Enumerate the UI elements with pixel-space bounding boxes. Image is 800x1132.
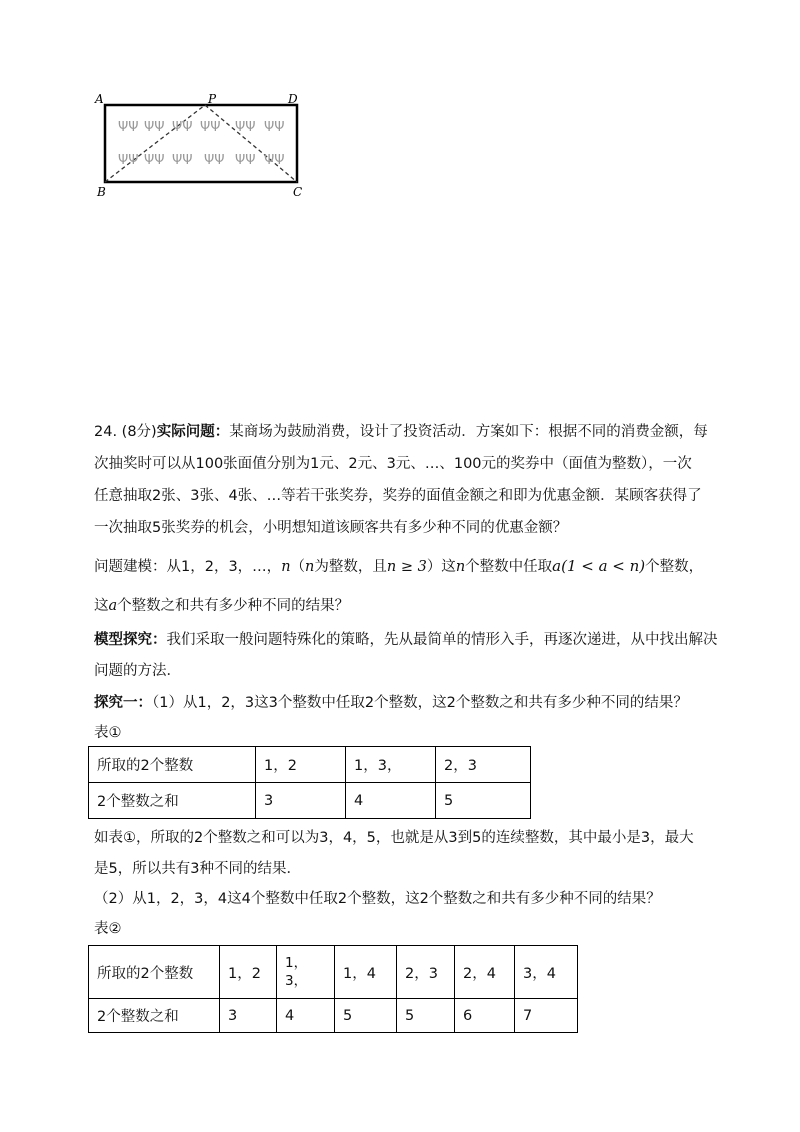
table-cell: 2个整数之和 — [89, 999, 220, 1033]
modeling-line2-pre: 这 — [94, 598, 109, 614]
problem-score: (8分) — [121, 424, 157, 440]
inequality-n: n ≥ 3 — [386, 559, 427, 575]
label-c: C — [293, 185, 303, 199]
table-1 — [88, 746, 531, 819]
table-cell: 1，3， — [346, 747, 436, 783]
table1-label: 表① — [94, 725, 122, 741]
var-a: a — [108, 598, 118, 614]
problem-line-3: 任意抽取2张、3张、4张、…等若干张奖券，奖券的面值金额之和即为优惠金额．某顾客获得了 — [94, 488, 702, 504]
var-n: n — [281, 559, 291, 575]
conclusion-line-1: 如表①，所取的2个整数之和可以为3，4，5，也就是从3到5的连续整数，其中最小是3，最大 — [94, 830, 694, 846]
table-row — [89, 783, 531, 819]
label-d: D — [288, 92, 298, 106]
var-n: n — [305, 559, 315, 575]
table-cell: 2，4 — [455, 946, 515, 999]
modeling-line2-post: 个整数之和共有多少种不同的结果？ — [117, 598, 350, 614]
paren-open: （ — [290, 559, 306, 575]
modeling-prefix: 问题建模：从1，2，3，…， — [94, 559, 282, 575]
table-cell: 1，2 — [256, 747, 346, 783]
problem-line-1 — [94, 422, 708, 442]
table-cell: 3，4 — [515, 946, 578, 999]
table-row — [89, 999, 578, 1033]
conclusion-line-2: 是5，所以共有3种不同的结果． — [94, 861, 301, 877]
table-row — [89, 747, 531, 783]
plant-icon: ΨΨ — [235, 120, 256, 135]
table-cell: 3 — [256, 783, 346, 819]
table-cell: 2个整数之和 — [89, 783, 256, 819]
explore-title: 模型探究： — [94, 632, 167, 648]
problem-title: 实际问题： — [156, 424, 230, 440]
cell-line: 1， — [285, 955, 308, 971]
explore1-q2: （2）从1，2，3，4这4个整数中任取2个整数，这2个整数之和共有多少种不同的结果？ — [94, 891, 661, 907]
modeling-mid: 个整数中任取 — [465, 559, 553, 575]
table-cell: 4 — [346, 783, 436, 819]
rectangle-abcd — [105, 105, 297, 182]
table-cell: 6 — [455, 999, 515, 1033]
table-cell: 5 — [436, 783, 531, 819]
plant-icon: ΨΨ — [235, 153, 256, 168]
modeling-line-1 — [94, 556, 703, 577]
explore1-q1 — [94, 693, 688, 713]
table-row — [89, 946, 578, 999]
problem-line-4: 一次抽取5张奖券的机会，小明想知道该顾客共有多少种不同的优惠金额？ — [94, 520, 568, 536]
label-p: P — [208, 92, 217, 106]
cell-line: 3， — [285, 973, 308, 989]
table-cell: 2，3 — [436, 747, 531, 783]
table-cell: 3 — [220, 999, 277, 1033]
var-n: n — [455, 559, 466, 575]
modeling-n-int: 为整数，且 — [314, 559, 387, 575]
problem-text: 某商场为鼓励消费，设计了投资活动．方案如下：根据不同的消费金额，每 — [229, 424, 708, 440]
segment-pc — [205, 105, 297, 182]
table2-label: 表② — [94, 921, 122, 937]
plant-icon: ΨΨ — [172, 120, 193, 135]
modeling-line-2 — [94, 596, 349, 616]
explore1-question: （1）从1，2，3这3个整数中任取2个整数，这2个整数之和共有多少种不同的结果？ — [152, 695, 688, 711]
table-cell: 5 — [335, 999, 397, 1033]
rectangle-figure — [92, 88, 312, 203]
table-cell: 所取的2个整数 — [89, 747, 256, 783]
table-cell — [277, 946, 335, 999]
problem-line-2: 次抽奖时可以从100张面值分别为1元、2元、3元、…、100元的奖券中（面值为整数），一次 — [94, 456, 692, 472]
explore1-title: 探究一： — [94, 695, 152, 711]
plant-icons — [118, 120, 284, 168]
modeling-suffix: 个整数， — [645, 559, 704, 575]
plant-icon: ΨΨ — [118, 153, 139, 168]
plant-icon: ΨΨ — [264, 153, 285, 168]
problem-number: 24. — [94, 424, 118, 440]
plant-icon: ΨΨ — [264, 120, 285, 135]
table-cell: 5 — [397, 999, 455, 1033]
label-b: B — [97, 185, 106, 199]
label-a: A — [95, 92, 104, 106]
table-cell: 7 — [515, 999, 578, 1033]
plant-icon: ΨΨ — [144, 120, 165, 135]
segment-bp — [105, 105, 205, 182]
table-cell: 所取的2个整数 — [89, 946, 220, 999]
explore-line-2: 问题的方法． — [94, 663, 181, 679]
plant-icon: ΨΨ — [204, 153, 225, 168]
plant-icon: ΨΨ — [144, 153, 165, 168]
plant-icon: ΨΨ — [200, 120, 221, 135]
explore-text: 我们采取一般问题特殊化的策略，先从最简单的情形入手，再逐次递进，从中找出解决 — [166, 632, 718, 648]
explore-line-1 — [94, 630, 718, 650]
table-cell: 1，2 — [220, 946, 277, 999]
a-range-expression: a(1 < a < n) — [552, 557, 646, 575]
table-cell: 2，3 — [397, 946, 455, 999]
plant-icon: ΨΨ — [172, 153, 193, 168]
plant-icon: ΨΨ — [118, 120, 139, 135]
paren-close: ）这 — [426, 559, 456, 575]
table-cell: 1，4 — [335, 946, 397, 999]
table-cell: 4 — [277, 999, 335, 1033]
table-2 — [88, 945, 578, 1033]
